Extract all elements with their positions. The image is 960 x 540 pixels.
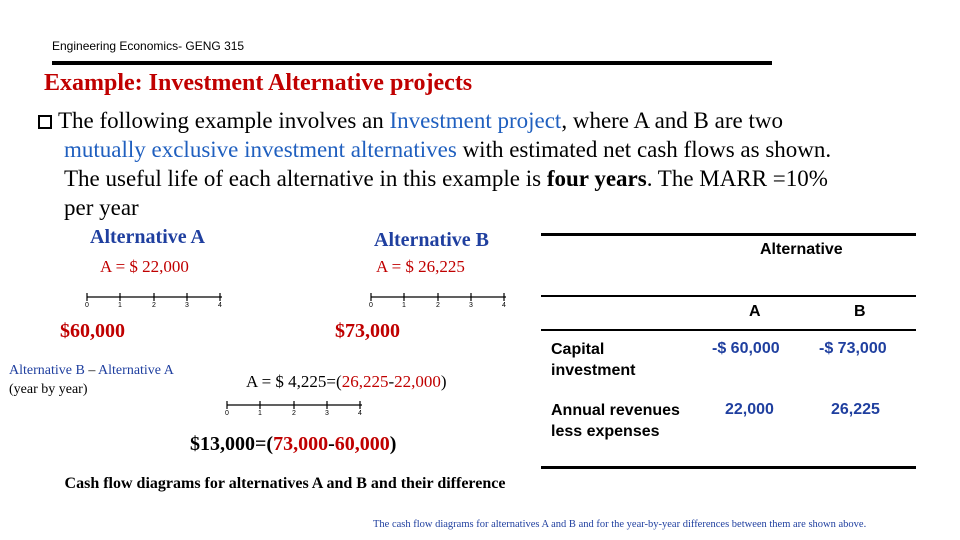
highlight-four-years: four years [546,166,647,191]
alt-b-annuity: A = $ 26,225 [376,257,465,276]
alt-b-period-4: 4 [502,302,506,309]
cash-flow-table [541,233,916,469]
alt-b-heading: Alternative B [374,229,489,251]
diff-period-3: 3 [325,410,329,417]
difference-initial-investment: $13,000=(73,000-60,000) [190,433,397,455]
alt-b-period-1: 1 [402,302,406,309]
highlight-mutually-exclusive: mutually exclusive investment alternatives [64,137,457,162]
alt-a-period-4: 4 [218,302,222,309]
course-title: Engineering Economics- GENG 315 [52,39,245,53]
table-top-rule [541,233,916,236]
intro-line-3: The useful life of each alternative in this example is four years. The MARR =10% [64,166,828,191]
table-bottom-rule [541,466,916,469]
alt-b-cash-flow-diagram [366,272,526,322]
alt-b-period-3: 3 [469,302,473,309]
figure-caption: Cash flow diagrams for alternatives A and B and their difference [64,475,506,492]
table-subheader-rule [541,329,916,331]
intro-paragraph [38,106,938,222]
header-rule [52,61,772,65]
table-row-label-capital: Capital investment [551,341,636,379]
table-col-b: B [854,303,866,320]
alt-a-heading: Alternative A [90,226,205,248]
diff-period-4: 4 [358,410,362,417]
alt-b-period-0: 0 [369,302,373,309]
diff-period-0: 0 [225,410,229,417]
alt-b-initial-investment: $73,000 [335,320,400,342]
table-cell-capital-a: -$ 60,000 [712,340,780,357]
alt-a-annuity: A = $ 22,000 [100,257,189,276]
diff-period-1: 1 [258,410,262,417]
table-cell-revenues-b: 26,225 [831,401,880,418]
alt-a-period-3: 3 [185,302,189,309]
alt-a-period-0: 0 [85,302,89,309]
intro-line-4: per year [64,195,139,220]
footnote: The cash flow diagrams for alternatives A and B and for the year-by-year differences between them are shown above. [373,519,867,530]
table-col-a: A [749,303,761,320]
slide-title: Example: Investment Alternative projects [44,70,473,96]
table-row-label-revenues: Annual revenues less expenses [551,402,680,440]
intro-line-2: mutually exclusive investment alternatives with estimated net cash flows as shown. [64,137,832,162]
checkbox-bullet-icon [38,115,52,129]
difference-annuity: A = $ 4,225=(26,225-22,000) [246,372,447,391]
table-cell-revenues-a: 22,000 [725,401,774,418]
diff-period-2: 2 [292,410,296,417]
alt-a-period-2: 2 [152,302,156,309]
table-header-alternative: Alternative [760,241,843,258]
alt-a-cash-flow-diagram [82,272,242,322]
alt-a-period-1: 1 [118,302,122,309]
difference-cash-flow-diagram [222,380,382,430]
table-cell-capital-b: -$ 73,000 [819,340,887,357]
intro-line-1: The following example involves an Investment project, where A and B are two [38,106,938,135]
difference-label: Alternative B – Alternative A (year by year) [9,363,174,397]
alt-a-initial-investment: $60,000 [60,320,125,342]
highlight-investment-project: Investment project [389,108,562,133]
alt-b-period-2: 2 [436,302,440,309]
table-header-rule [541,295,916,297]
